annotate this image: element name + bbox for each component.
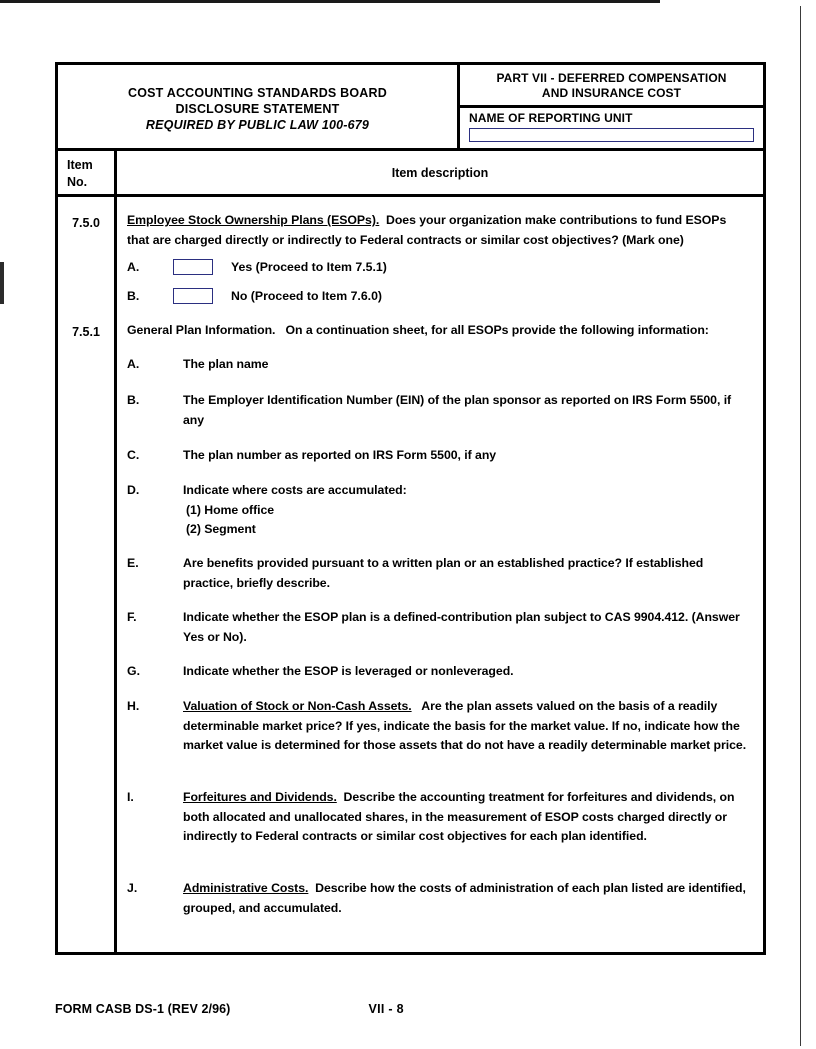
agency-title-line-1: COST ACCOUNTING STANDARDS BOARD xyxy=(128,85,387,100)
subitem-h-text: Are the plan assets valued on the basis of a readily determinable market price? If yes, indicate the basis for the market value. If no, indicate how the market value is determined for those assets that do not have a readily determinable market price. xyxy=(183,699,747,752)
subitem-e-letter: E. xyxy=(127,556,139,570)
form-header-band xyxy=(58,65,763,151)
subitem-e-text: Are benefits provided pursuant to a written plan or an established practice? If established practice, briefly describe. xyxy=(183,556,704,590)
column-header-item-no-line-2: No. xyxy=(67,175,88,189)
subitem-g-text: Indicate whether the ESOP is leveraged or nonleveraged. xyxy=(183,664,514,678)
subitem-i-letter: I. xyxy=(127,790,134,804)
subitem-g xyxy=(127,662,751,682)
agency-title-line-3: REQUIRED BY PUBLIC LAW 100-679 xyxy=(145,117,370,132)
footer-form-id: FORM CASB DS-1 (REV 2/96) xyxy=(55,1002,231,1016)
subitem-c xyxy=(127,446,751,466)
agency-title-line-2: DISCLOSURE STATEMENT xyxy=(175,101,340,116)
subitem-j xyxy=(127,879,751,918)
item-number-7-5-0: 7.5.0 xyxy=(72,216,100,230)
subitem-b-text: The Employer Identification Number (EIN) of the plan sponsor as reported on IRS Form 5500, if any xyxy=(183,393,732,427)
question-7-5-0-body: Does your organization make contributions to fund ESOPs that are charged directly or indirectly to Federal contracts or similar cost objectives? (Mark one) xyxy=(127,213,727,247)
question-7-5-1-body: On a continuation sheet, for all ESOPs provide the following information: xyxy=(285,323,709,337)
subitem-d-body xyxy=(183,481,751,540)
subitem-b xyxy=(127,391,751,430)
part-and-unit-block xyxy=(460,65,763,148)
column-header-item-no xyxy=(58,151,117,194)
column-header-description xyxy=(117,151,763,194)
question-7-5-0 xyxy=(127,211,751,250)
subitem-i xyxy=(127,788,751,847)
question-7-5-0-text xyxy=(127,211,751,250)
subitem-i-text: Describe the accounting treatment for forfeitures and dividends, on both allocated and unallocated shares, in the measurement of ESOP costs charged directly or indirectly to Federal contracts or similar cost objectives for each plan identified. xyxy=(183,790,735,843)
choice-a-checkbox[interactable] xyxy=(173,259,213,275)
item-number-column xyxy=(58,197,117,952)
subitem-c-text: The plan number as reported on IRS Form 5500, if any xyxy=(183,448,497,462)
page-footer xyxy=(55,1002,766,1016)
subitem-h-letter: H. xyxy=(127,699,140,713)
scan-artifact-top-edge xyxy=(0,0,660,3)
choice-a-label: Yes (Proceed to Item 7.5.1) xyxy=(231,260,387,274)
part-title-block xyxy=(460,65,763,108)
form-body xyxy=(58,197,763,952)
item-description-column xyxy=(117,197,763,952)
question-7-5-1-title: General Plan Information. xyxy=(127,323,276,337)
reporting-unit-input[interactable] xyxy=(469,128,754,142)
subitem-d-line-2: (2) Segment xyxy=(186,522,256,536)
choice-row-b[interactable] xyxy=(127,288,382,304)
subitem-d-text: Indicate where costs are accumulated: xyxy=(183,483,407,497)
footer-page-id: VII - 8 xyxy=(368,1002,404,1016)
subitem-j-body xyxy=(183,879,751,918)
choice-a-letter: A. xyxy=(127,260,140,274)
reporting-unit-label: NAME OF REPORTING UNIT xyxy=(469,111,633,125)
reporting-unit-block xyxy=(460,108,763,148)
part-title-line-1: PART VII - DEFERRED COMPENSATION xyxy=(496,71,727,85)
question-7-5-1 xyxy=(127,321,751,341)
item-number-7-5-1: 7.5.1 xyxy=(72,325,100,339)
choice-b-letter: B. xyxy=(127,289,140,303)
subitem-h-title: Valuation of Stock or Non-Cash Assets. xyxy=(183,699,412,713)
subitem-f-letter: F. xyxy=(127,610,137,624)
subitem-f-text: Indicate whether the ESOP plan is a defined-contribution plan subject to CAS 9904.412. (Answer Yes or No). xyxy=(183,610,740,644)
subitem-j-letter: J. xyxy=(127,881,138,895)
column-header-item-no-line-1: Item xyxy=(67,158,93,172)
agency-title-block xyxy=(58,65,460,148)
scan-artifact-left-margin xyxy=(0,262,4,304)
choice-b-label: No (Proceed to Item 7.6.0) xyxy=(231,289,383,303)
subitem-i-title: Forfeitures and Dividends. xyxy=(183,790,337,804)
question-7-5-1-text xyxy=(127,321,751,341)
subitem-a xyxy=(127,355,751,375)
subitem-a-text: The plan name xyxy=(183,357,269,371)
column-header-row xyxy=(58,151,763,197)
choice-b-checkbox[interactable] xyxy=(173,288,213,304)
subitem-f xyxy=(127,608,751,647)
subitem-e xyxy=(127,554,751,593)
subitem-h xyxy=(127,697,751,756)
subitem-h-body xyxy=(183,697,751,756)
subitem-i-body xyxy=(183,788,751,847)
page-edge-rule xyxy=(800,6,801,1046)
subitem-d-line-1: (1) Home office xyxy=(186,502,275,517)
subitem-j-text: Describe how the costs of administration of each plan listed are identified, grouped, and accumulated. xyxy=(183,881,746,915)
subitem-g-letter: G. xyxy=(127,664,140,678)
choice-row-a[interactable] xyxy=(127,259,387,275)
subitem-c-letter: C. xyxy=(127,448,140,462)
subitem-d xyxy=(127,481,751,540)
column-header-description-label: Item description xyxy=(391,165,489,180)
subitem-a-letter: A. xyxy=(127,357,140,371)
subitem-b-letter: B. xyxy=(127,393,140,407)
subitem-j-title: Administrative Costs. xyxy=(183,881,309,895)
question-7-5-0-title: Employee Stock Ownership Plans (ESOPs). xyxy=(127,213,380,227)
form-table xyxy=(55,62,766,955)
part-title-line-2: AND INSURANCE COST xyxy=(541,86,682,100)
subitem-d-letter: D. xyxy=(127,483,140,497)
